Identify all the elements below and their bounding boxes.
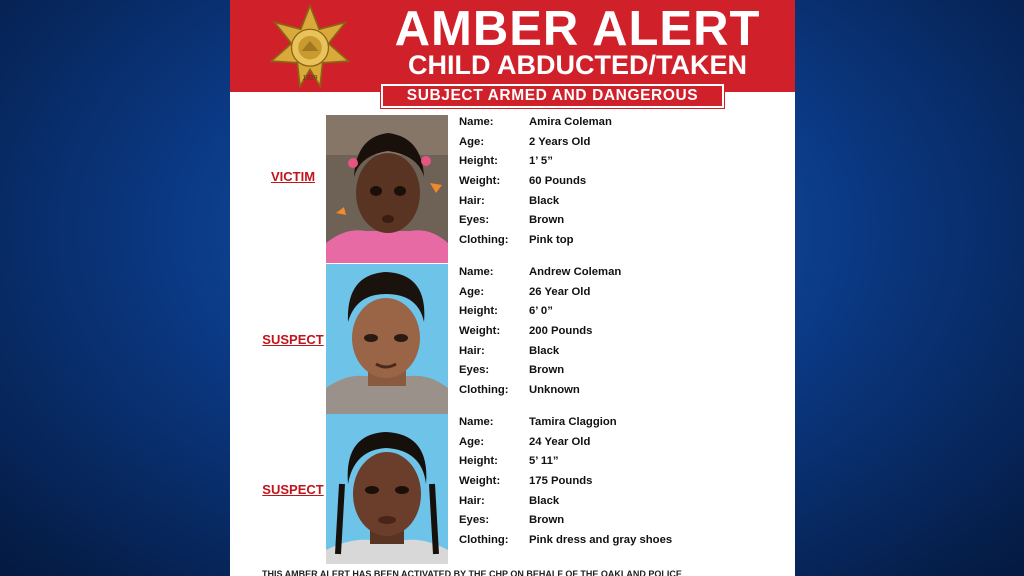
- role-label-victim: VICTIM: [270, 169, 316, 184]
- alert-title: AMBER ALERT: [394, 2, 761, 56]
- suspect-1-photo: [326, 264, 448, 414]
- role-label-suspect-2: SUSPECT: [262, 482, 324, 497]
- suspect-section-2: SUSPECT Name: Tamira Claggion Age: 24 Year Old Height: 5’ 11” Weight: 175 Pounds Hair: Black Eyes: Brown Clothing: Pink dress and gray shoes: [230, 414, 795, 564]
- armed-dangerous-banner: SUBJECT ARMED AND DANGEROUS: [381, 84, 724, 108]
- amber-alert-flyer: [230, 0, 795, 576]
- header-banner: [230, 0, 795, 92]
- victim-name: Amira Coleman: [529, 116, 612, 128]
- footer-text: THIS AMBER ALERT HAS BEEN ACTIVATED BY THE CHP ON BEHALF OF THE OAKLAND POLICE: [262, 569, 682, 576]
- suspect-2-photo: [326, 414, 448, 564]
- chp-badge-icon: [268, 4, 352, 88]
- svg-text:1929: 1929: [302, 74, 318, 82]
- suspect-2-name: Tamira Claggion: [529, 416, 617, 428]
- victim-photo: [326, 115, 448, 263]
- victim-section: VICTIM Name: Amira Coleman Age: 2 Years Old Height: 1’ 5” Weight: 60 Pounds Hair: Black Eyes: Brown Clothing: Pink top: [230, 114, 795, 264]
- suspect-1-name: Andrew Coleman: [529, 266, 622, 278]
- alert-subtitle: CHILD ABDUCTED/TAKEN: [408, 50, 747, 80]
- suspect-section-1: SUSPECT Name: Andrew Coleman Age: 26 Year Old Height: 6’ 0” Weight: 200 Pounds Hair: Black Eyes: Brown Clothing: Unknown: [230, 264, 795, 414]
- role-label-suspect-1: SUSPECT: [262, 332, 324, 347]
